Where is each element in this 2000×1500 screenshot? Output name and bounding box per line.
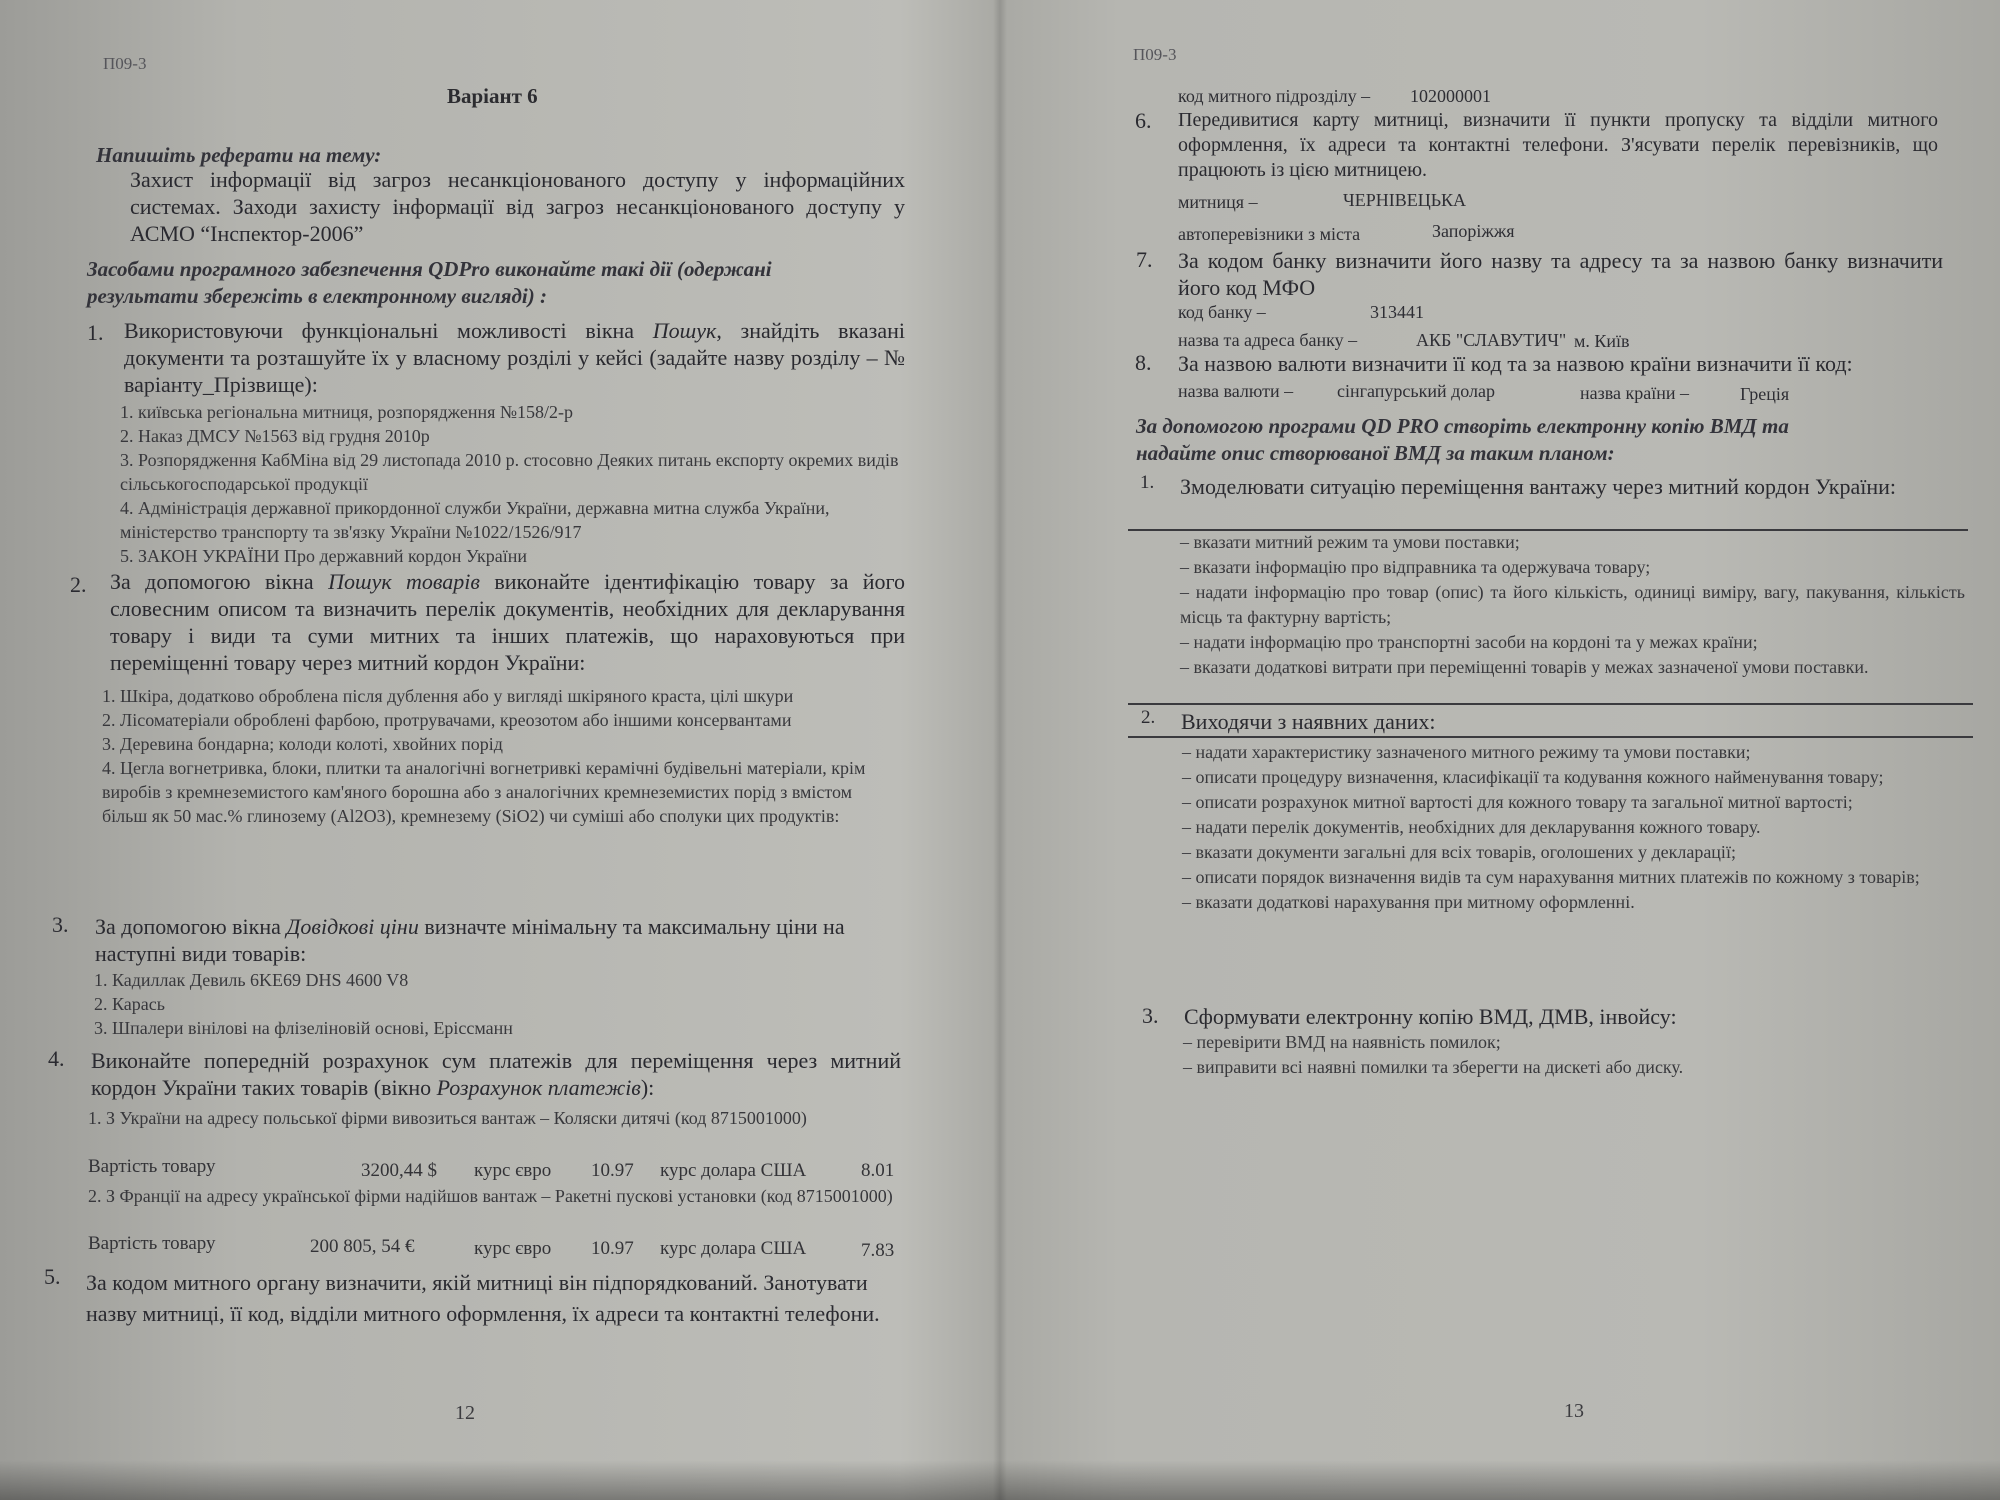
qdpro-heading-line1: Засобами програмного забезпечення QDPro виконайте такі дії (одержані: [87, 257, 772, 281]
plan3-text: Сформувати електронну копію ВМД, ДМВ, інвойсу:: [1184, 1004, 1677, 1029]
task6-text: Передивитися карту митниці, визначити її пункти пропуску та відділи митного оформлення, їх адреси та контактні телефони. З'ясувати перелік перевізників, що працюють із цією митницею.: [1178, 109, 1938, 181]
bottom-shadow: [0, 1460, 2000, 1500]
task7-bank-code-value: 313441: [1370, 302, 1424, 322]
task4-item2-euro-rate: 10.97: [591, 1238, 634, 1259]
task2-window-name: Пошук товарів: [328, 569, 480, 594]
task2-item: 1. Шкіра, додатково оброблена після дублення або у вигляді шкіряного краста, цілі шкури: [102, 686, 794, 706]
task4-item2-value: 200 805, 54 €: [310, 1236, 415, 1257]
plan1-list: [1180, 530, 1965, 680]
task3-list: [94, 968, 894, 1040]
task1-number: 1.: [87, 320, 104, 345]
task4-item2-value-label: Вартість товару: [88, 1233, 216, 1254]
variant-title: Варіант 6: [447, 84, 538, 108]
plan2-item: – описати процедуру визначення, класифікації та кодування кожного найменування товару;: [1182, 767, 1884, 787]
essay-heading: Напишіть реферати на тему:: [96, 143, 382, 167]
qdpro-heading-line2: результати збережіть в електронному вигляді) :: [87, 284, 547, 308]
plan2-item: – надати перелік документів, необхідних для декларування кожного товару.: [1182, 817, 1761, 837]
task4-item1-value: 3200,44 $: [361, 1160, 437, 1181]
plan2-item: – описати порядок визначення видів та сум нарахування митних платежів по кожному з товарів;: [1182, 867, 1920, 887]
task8-country-label: назва країни –: [1580, 383, 1689, 403]
task2-item: 3. Деревина бондарна; колоди колоті, хвойних порід: [102, 734, 503, 754]
task5-number: 5.: [44, 1264, 61, 1289]
plan1-item: – вказати митний режим та умови поставки;: [1180, 532, 1520, 552]
task4-item1-text: 1. З України на адресу польської фірми вивозиться вантаж – Коляски дитячі (код 8715001000): [88, 1108, 807, 1128]
task6-customs-label: митниця –: [1178, 192, 1258, 212]
task1-item: 5. ЗАКОН УКРАЇНИ Про державний кордон України: [120, 546, 528, 566]
task4-item1-euro-label: курс євро: [474, 1160, 552, 1181]
plan2-text: Виходячи з наявних даних:: [1181, 709, 1436, 734]
customs-code-value: 102000001: [1410, 86, 1491, 106]
plan1-text: Змоделювати ситуацію переміщення вантажу через митний кордон України:: [1180, 474, 1897, 499]
task6-number: 6.: [1135, 108, 1152, 133]
task1-list: [120, 400, 920, 568]
task8-currency-label: назва валюти –: [1178, 381, 1294, 401]
plan3-list: [1183, 1030, 1973, 1080]
task4-item2-euro-label: курс євро: [474, 1238, 552, 1259]
plan2-item: – надати характеристику зазначеного митного режиму та умови поставки;: [1182, 742, 1751, 762]
task2-text: За допомогою вікна Пошук товарів виконайте ідентифікацію товару за його словесним описом та визначить перелік документів, необхідних для декларування товару і види та суми митних та інших платежів, що нараховуються при переміщенні товару через митний кордон України:: [110, 569, 905, 675]
task4-item2-usd-label: курс долара США: [660, 1238, 807, 1259]
task4-item1-euro-rate: 10.97: [591, 1160, 634, 1181]
task2-item: 2. Лісоматеріали оброблені фарбою, протрувачами, креозотом або іншими консервантами: [102, 710, 792, 730]
task1-item: 4. Адміністрація державної прикордонної служби України, державна митна служба України, міністерство транспорту та зв'язку України №1022/1526/917: [120, 498, 830, 542]
task8-number: 8.: [1135, 350, 1152, 375]
task4-text: Виконайте попередній розрахунок сум платежів для переміщення через митний кордон України таких товарів (вікно Розрахунок платежів):: [91, 1048, 901, 1100]
task5-text: За кодом митного органу визначити, якій митниці він підпорядкований. Занотувати назву митниці, її код, відділи митного оформлення, їх адреси та контактні телефони.: [86, 1270, 880, 1326]
plan2-list: [1182, 740, 1972, 915]
task3-item: 3. Шпалери вінілові на флізеліновій основі, Ерiссманн: [94, 1018, 513, 1038]
task3-text: За допомогою вікна Довідкові ціни визначте мінімальну та максимальну ціни на наступні види товарів:: [95, 914, 845, 966]
task4-item2-usd-rate: 7.83: [861, 1240, 895, 1261]
task1-item: 3. Розпорядження КабМіна від 29 листопада 2010 р. стосовно Деяких питань експорту окремих видів сільськогосподарської продукції: [120, 450, 899, 494]
plan3-item: – виправити всі наявні помилки та зберегти на дискеті або диску.: [1183, 1057, 1684, 1077]
task4-item1-usd-rate: 8.01: [861, 1160, 895, 1181]
task1-text: Використовуючи функціональні можливості вікна Пошук, знайдіть вказані документи та розташуйте їх у власному розділі у кейсі (задайте назву розділу – № варіанту_Прізвище):: [124, 318, 906, 397]
task4-number: 4.: [48, 1046, 65, 1071]
plan2-divider: [1128, 736, 1973, 738]
task6-customs-value: ЧЕРНІВЕЦЬКА: [1343, 190, 1467, 210]
right-page-code: П09-3: [1133, 45, 1177, 64]
task8-currency-value: сінгапурський долар: [1337, 381, 1495, 401]
task1-window-name: Пошук: [652, 318, 717, 343]
plan1-item: – вказати інформацію про відправника та одержувача товару;: [1180, 557, 1651, 577]
right-page: [1000, 0, 2000, 1490]
task8-text: За назвою валюти визначити її код та за назвою країни визначити її код:: [1178, 351, 1853, 376]
plan1-item: – надати інформацію про товар (опис) та його кількість, одиниці виміру, вагу, пакування, кількість місць та фактурну вартість;: [1180, 582, 1965, 627]
task1-item: 2. Наказ ДМСУ №1563 від грудня 2010р: [120, 426, 430, 446]
task3-item: 1. Кадиллак Девиль 6KE69 DHS 4600 V8: [94, 970, 409, 990]
left-page-number: 12: [455, 1402, 475, 1424]
left-page-code: П09-3: [103, 54, 147, 73]
plan2-top-divider: [1128, 703, 1973, 705]
task2-number: 2.: [70, 572, 87, 597]
plan2-number: 2.: [1141, 707, 1156, 728]
task4-item1-value-label: Вартість товару: [88, 1156, 216, 1177]
plan3-number: 3.: [1142, 1003, 1159, 1028]
task7-bank-code-label: код банку –: [1178, 302, 1266, 322]
plan2-item: – вказати документи загальні для всіх товарів, оголошених у декларації;: [1182, 842, 1736, 862]
task3-item: 2. Карась: [94, 994, 165, 1014]
task2-item: 4. Цегла вогнетривка, блоки, плитки та аналогічні вогнетривкі керамічні будівельні матеріали, крім виробів з кремнеземистого кам'яного борошна або з аналогічних кремнеземистих порід з вмістом більш як 50 мас.% глинозему (Al2O3), кремнезему (SiO2) чи суміші або сполуки цих продуктів:: [102, 758, 866, 826]
task1-item: 1. київська регіональна митниця, розпорядження №158/2-р: [120, 402, 574, 422]
task4-item1-usd-label: курс долара США: [660, 1160, 807, 1181]
task3-window-name: Довідкові ціни: [286, 914, 419, 939]
vmd-heading-line1: За допомогою програми QD PRO створіть електронну копію ВМД та: [1136, 414, 1789, 438]
right-page-number: 13: [1564, 1400, 1584, 1422]
task4-item2-text: 2. З Франції на адресу української фірми надійшов вантаж – Ракетні пускові установки (код 8715001000): [88, 1186, 893, 1206]
left-page: [0, 0, 1000, 1490]
task7-text: За кодом банку визначити його назву та адресу та за назвою банку визначити його код МФО: [1178, 248, 1943, 300]
task7-bank-name-label: назва та адреса банку –: [1178, 330, 1358, 350]
plan2-item: – вказати додаткові нарахування при митному оформленні.: [1182, 892, 1635, 912]
task4-window-name: Розрахунок платежів: [436, 1075, 641, 1100]
task7-number: 7.: [1136, 247, 1153, 272]
task6-carriers-label: автоперевізники з міста: [1178, 224, 1361, 244]
vmd-heading-line2: надайте опис створюваної ВМД за таким планом:: [1136, 441, 1615, 465]
task2-list: [102, 684, 892, 828]
plan1-item: – надати інформацію про транспортні засоби на кордоні та у межах країни;: [1180, 632, 1758, 652]
plan3-item: – перевірити ВМД на наявність помилок;: [1183, 1032, 1501, 1052]
customs-code-label: код митного підрозділу –: [1178, 86, 1371, 106]
task3-number: 3.: [52, 912, 69, 937]
plan1-item: – вказати додаткові витрати при переміщенні товарів у межах зазначеної умови поставки.: [1180, 657, 1869, 677]
task8-country-value: Греція: [1740, 384, 1790, 404]
book-gutter: [993, 0, 1007, 1500]
task7-bank-city: м. Київ: [1574, 331, 1630, 351]
plan2-item: – описати розрахунок митної вартості для кожного товару та загальної митної вартості;: [1182, 792, 1853, 812]
essay-topic-text: Захист інформації від загроз несанкціонованого доступу у інформаційних системах. Заходи захисту інформації від загроз несанкціонованого доступу у АСМО “Інспектор-2006”: [130, 167, 905, 246]
task6-carriers-value: Запоріжжя: [1432, 221, 1515, 241]
task7-bank-name-value: АКБ "СЛАВУТИЧ": [1416, 330, 1567, 350]
plan1-number: 1.: [1140, 472, 1155, 493]
